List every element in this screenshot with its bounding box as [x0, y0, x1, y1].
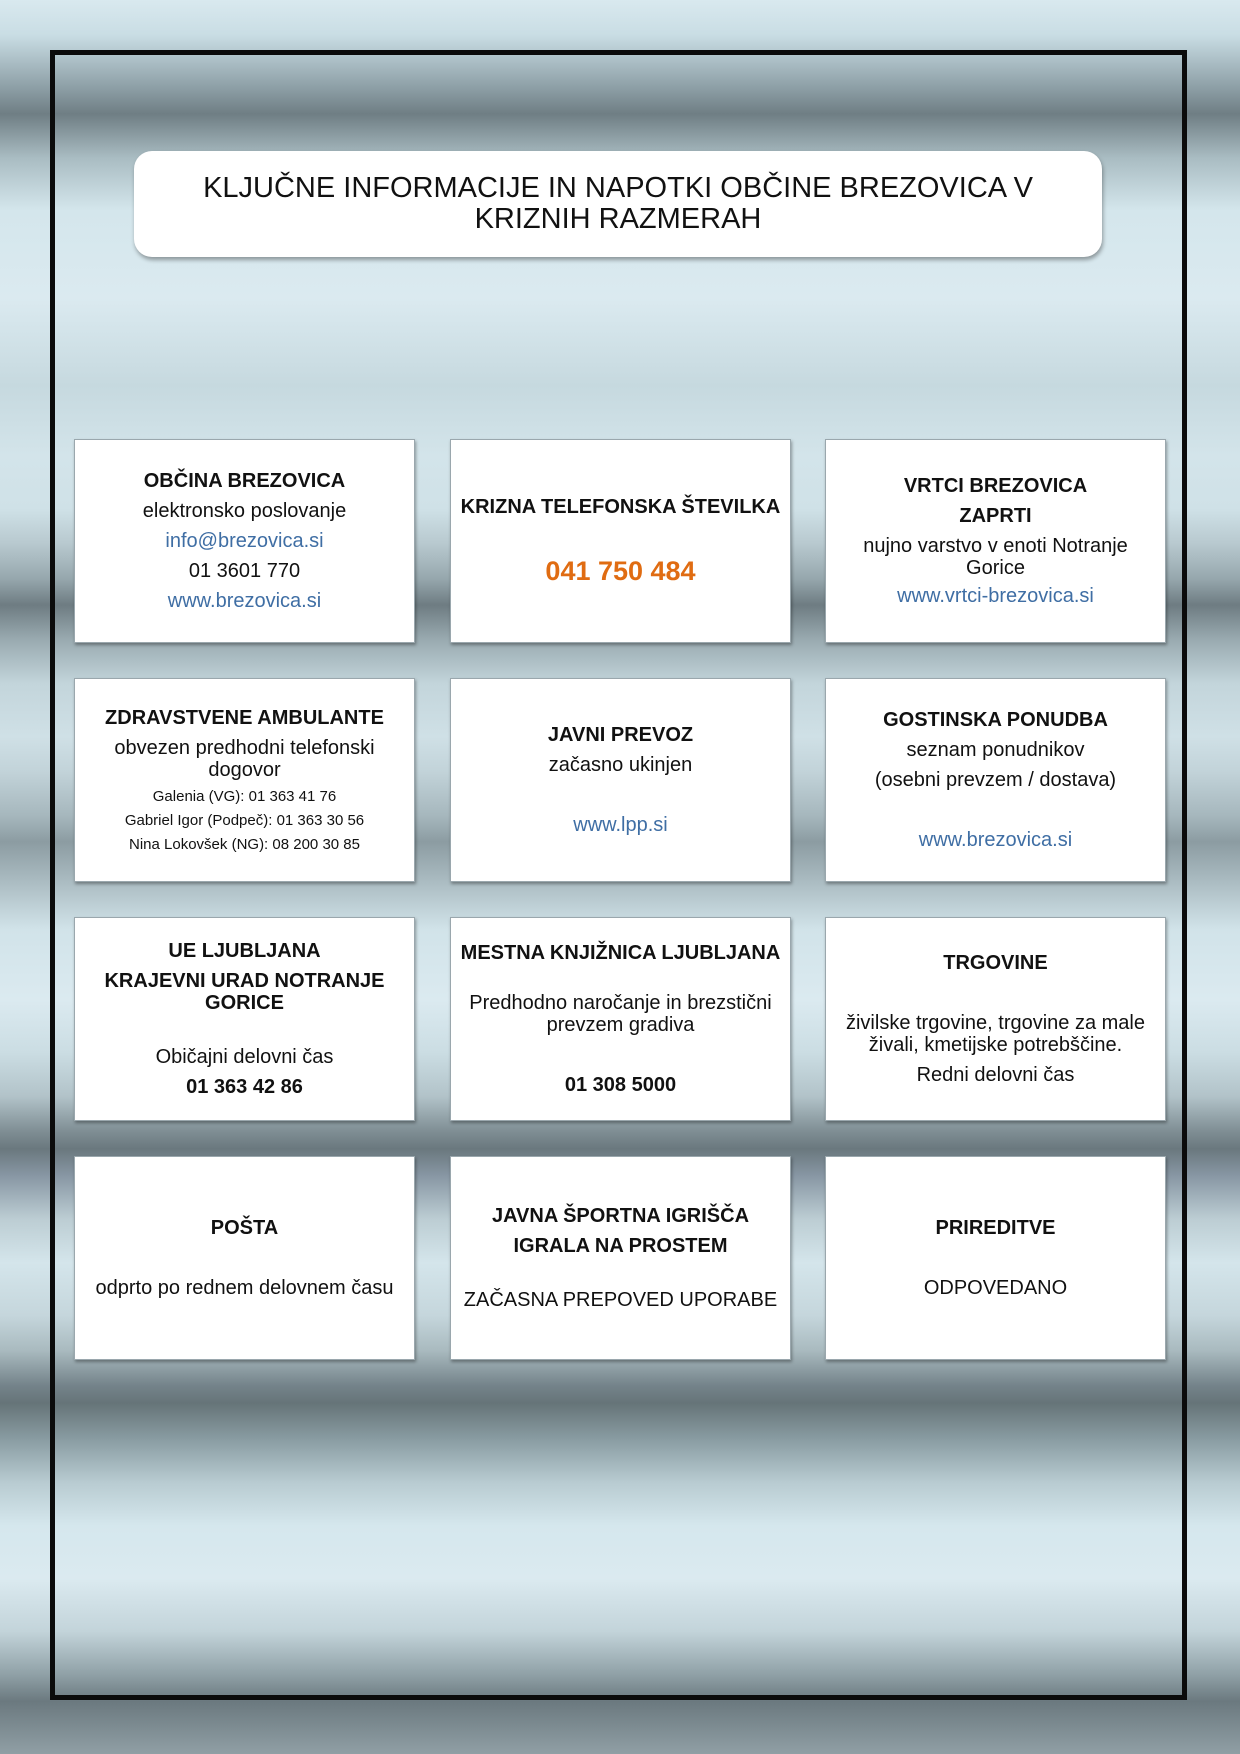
contact-line: Gabriel Igor (Podpeč): 01 363 30 56 [124, 812, 365, 829]
phone-number: 01 363 42 86 [186, 1076, 303, 1098]
card-heading-status: ZAPRTI [959, 505, 1032, 527]
contact-line: Nina Lokovšek (NG): 08 200 30 85 [129, 836, 360, 853]
card-posta [74, 1156, 415, 1360]
card-mestna-knjiznica [450, 917, 791, 1121]
card-text: nujno varstvo v enoti Notranje Gorice [863, 535, 1128, 579]
card-text: Običajni delovni čas [155, 1046, 334, 1068]
email-link[interactable]: info@brezovica.si [165, 530, 324, 552]
card-heading: VRTCI BREZOVICA [903, 475, 1088, 497]
card-heading: PRIREDITVE [935, 1217, 1056, 1239]
card-zdravstvene-ambulante [74, 678, 415, 882]
phone-number: 01 3601 770 [188, 560, 301, 582]
card-krizna-telefonska [450, 439, 791, 643]
card-heading: JAVNA ŠPORTNA IGRIŠČA [491, 1205, 750, 1227]
card-subheading: IGRALA NA PROSTEM [513, 1235, 728, 1257]
title-banner [134, 151, 1102, 257]
card-text: seznam ponudnikov [906, 739, 1085, 761]
card-subheading: KRAJEVNI URAD NOTRANJE GORICE [104, 970, 385, 1014]
card-text: (osebni prevzem / dostava) [874, 769, 1117, 791]
card-heading: ZDRAVSTVENE AMBULANTE [105, 707, 384, 729]
card-heading: UE LJUBLJANA [168, 940, 321, 962]
card-heading: OBČINA BREZOVICA [143, 470, 346, 492]
page-title: KLJUČNE INFORMACIJE IN NAPOTKI OBČINE BREZOVICA V KRIZNIH RAZMERAH [203, 172, 1033, 235]
card-subtitle: elektronsko poslovanje [142, 500, 347, 522]
phone-number: 01 308 5000 [564, 1074, 677, 1096]
card-ue-ljubljana [74, 917, 415, 1121]
card-text: Predhodno naročanje in brezstični prevzem gradiva [469, 992, 772, 1036]
website-link[interactable]: www.brezovica.si [918, 829, 1073, 851]
card-hours: Redni delovni čas [916, 1064, 1075, 1086]
card-heading: MESTNA KNJIŽNICA LJUBLJANA [460, 942, 781, 964]
contact-line: Galenia (VG): 01 363 41 76 [152, 788, 337, 805]
card-text: začasno ukinjen [548, 754, 693, 776]
card-heading: POŠTA [210, 1217, 279, 1239]
card-javni-prevoz [450, 678, 791, 882]
card-prireditve [825, 1156, 1166, 1360]
card-text: obvezen predhodni telefonski dogovor [114, 737, 375, 781]
card-heading: TRGOVINE [943, 952, 1048, 974]
card-vrtci-brezovica [825, 439, 1166, 643]
card-gostinska-ponudba [825, 678, 1166, 882]
card-text: odprto po rednem delovnem času [95, 1277, 394, 1299]
card-heading: KRIZNA TELEFONSKA ŠTEVILKA [460, 496, 781, 518]
card-text: ZAČASNA PREPOVED UPORABE [463, 1289, 778, 1311]
website-link[interactable]: www.vrtci-brezovica.si [897, 585, 1094, 607]
card-heading: JAVNI PREVOZ [547, 724, 694, 746]
card-obcina-brezovica [74, 439, 415, 643]
website-link[interactable]: www.brezovica.si [167, 590, 322, 612]
card-text: ODPOVEDANO [923, 1277, 1068, 1299]
crisis-phone-number[interactable]: 041 750 484 [545, 556, 696, 586]
card-text: živilske trgovine, trgovine za male živali, kmetijske potrebščine. [845, 1012, 1145, 1056]
website-link[interactable]: www.lpp.si [573, 814, 668, 836]
card-trgovine [825, 917, 1166, 1121]
card-javna-igrisca [450, 1156, 791, 1360]
card-heading: GOSTINSKA PONUDBA [883, 709, 1108, 731]
